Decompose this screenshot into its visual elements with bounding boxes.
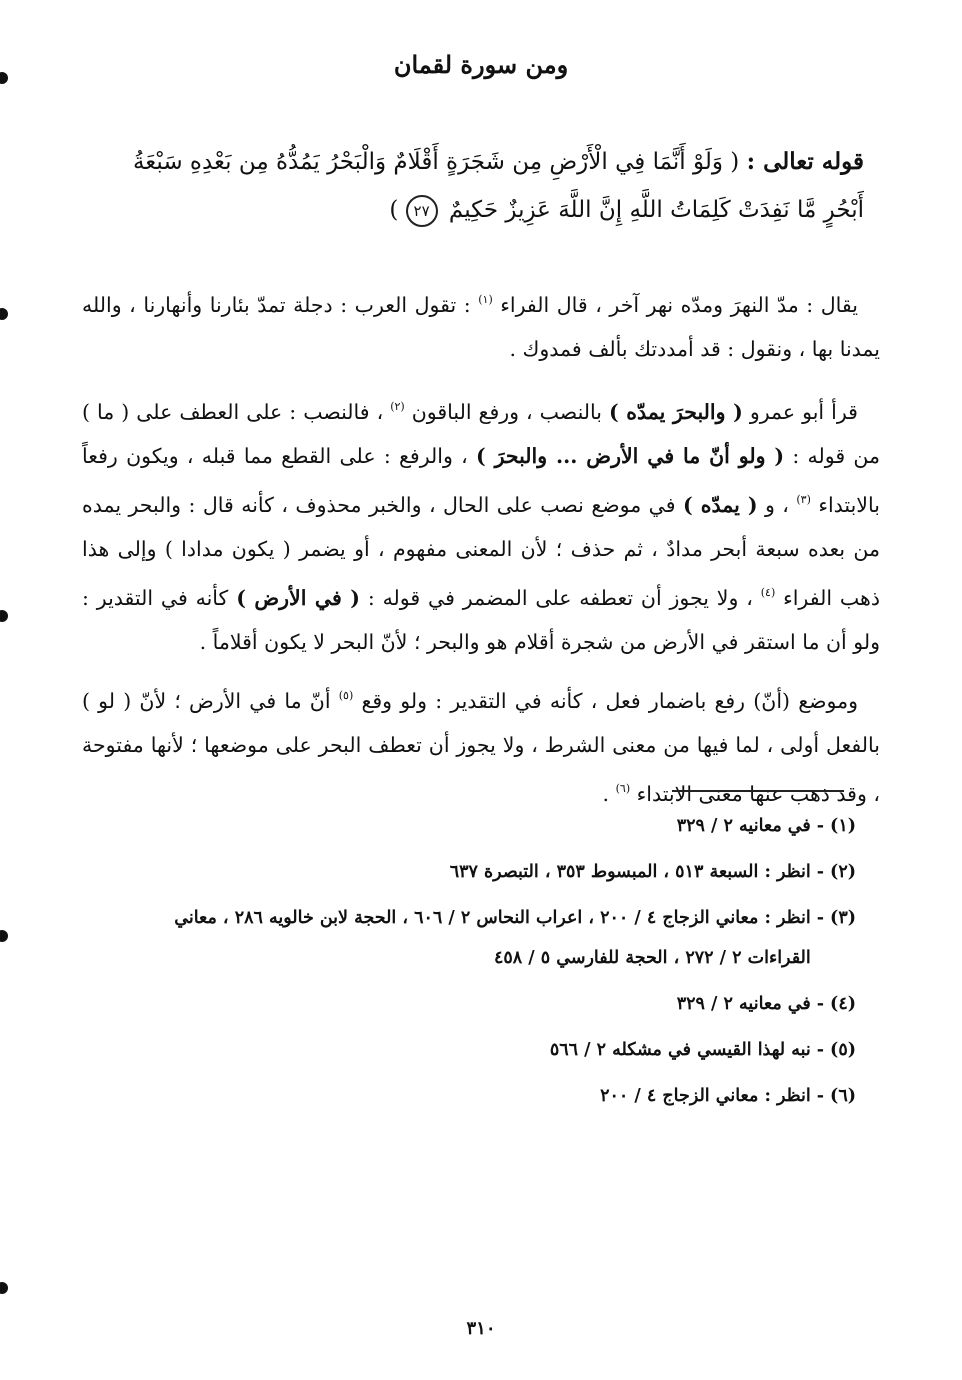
footnote-dash: -: [816, 862, 825, 882]
footnote-dash: -: [816, 908, 825, 928]
footnote-item: [108, 898, 856, 978]
footnote-ref-1: (١): [478, 293, 493, 306]
quran-verse: [104, 138, 864, 234]
verse-open-bracket: (: [730, 149, 740, 175]
paragraph-1-text-b: : تقول العرب : دجلة تمدّ بئارنا وأنهارنا ، والله يمدنا بها ، ونقول : قد أمددتك بألف فمدوك .: [82, 293, 880, 361]
paragraph-3: [82, 674, 880, 816]
footnote-ref-4: (٤): [760, 586, 776, 599]
footnote-text: انظر : معاني الزجاج ٤ / ٢٠٠: [600, 1086, 811, 1106]
binder-hole-mark: [0, 1282, 8, 1294]
footnote-text: انظر : السبعة ٥١٣ ، المبسوط ٣٥٣ ، التبصرة ٦٣٧: [449, 862, 811, 882]
paragraph-3-text-b: أنّ ما في الأرض ؛ لأنّ ( لو ) بالفعل أولى ، لما فيها من معنى الشرط ، ولا يجوز أن تعطف البحر على موضعها ؛ لأنها مفتوحة ، وقد ذهب عنها معنى الابتداء: [82, 689, 880, 806]
verse-number-marker: ٢٧: [406, 195, 438, 227]
verse-close-bracket: ): [389, 197, 399, 223]
footnote-number: (١): [830, 816, 856, 836]
paragraph-2-text-d: ، فالنصب : على العطف على ( ما ) من قوله :: [82, 400, 880, 468]
verse-intro: قوله تعالى :: [746, 148, 864, 175]
footnote-number: (٦): [830, 1086, 856, 1106]
footnote-dash: -: [816, 1086, 825, 1106]
footnote-dash: -: [816, 816, 825, 836]
paragraph-2: [82, 385, 880, 664]
quoted-reading-2: ( ولو أنّ ما في الأرض ... والبحرَ ): [475, 444, 785, 468]
binder-hole-mark: [0, 930, 8, 942]
footnote-text: في معانيه ٢ / ٣٢٩: [676, 816, 811, 836]
footnote-ref-2: (٢): [390, 400, 405, 413]
footnote-text: في معانيه ٢ / ٣٢٩: [676, 994, 811, 1014]
page-number: ٣١٠: [466, 1318, 496, 1339]
footnote-number: (٥): [830, 1040, 856, 1060]
footnotes: [108, 806, 856, 1122]
paragraph-1-text-a: يقال : مدّ النهرَ ومدّه نهر آخر ، قال الفراء: [500, 293, 858, 317]
paragraph-2-text-e: ، والرفع : على القطع مما قبله ، ويكون رفعاً بالابتداء: [82, 444, 880, 517]
footnote-number: (٣): [830, 908, 856, 928]
footnote-item: [108, 1076, 856, 1116]
paragraph-2-text-c: بالنصب ، ورفع الباقون: [411, 400, 602, 424]
footnote-dash: -: [816, 994, 825, 1014]
quoted-reading-3: ( يمدّه ): [682, 493, 758, 517]
running-header: ومن سورة لقمان: [393, 50, 569, 79]
paragraph-1: [82, 278, 880, 371]
paragraph-2-text-a: قرأ أبو عمرو: [749, 400, 858, 424]
binder-hole-mark: [0, 308, 8, 320]
footnote-ref-3: (٣): [796, 493, 811, 506]
footnote-item: [108, 1030, 856, 1070]
paragraph-2-text-g: في موضع نصب على الحال ، والخبر محذوف ، كأنه قال : والبحر يمده من بعده سبعة أبحر مدادٌ ، ثم حذف ؛ لأن المعنى مفهوم ، أو يضمر ( يكون مدادا ) وإلى هذا ذهب الفراء: [82, 493, 880, 610]
verse-text: وَلَوْ أَنَّمَا فِي الْأَرْضِ مِن شَجَرَةٍ أَقْلَامٌ وَالْبَحْرُ يَمُدُّهُ مِن بَعْدِهِ سَبْعَةُ أَبْحُرٍ مَّا نَفِدَتْ كَلِمَاتُ اللَّهِ إِنَّ اللَّهَ عَزِيزٌ حَكِيمٌ: [132, 149, 864, 223]
footnote-item: [108, 984, 856, 1024]
paragraph-2-text-i: كأنه في التقدير : ولو أن ما استقر في الأرض من شجرة أقلام هو والبحر ؛ لأنّ البحر لا يكون أقلاماً .: [82, 586, 880, 654]
paragraph-3-text-c: .: [602, 782, 610, 806]
footnote-item: [108, 806, 856, 846]
binder-hole-mark: [0, 72, 8, 84]
binder-hole-mark: [0, 610, 8, 622]
commentary-body: [82, 278, 880, 826]
quoted-reading-1: ( والبحرَ يمدّه ): [608, 400, 743, 424]
paragraph-2-text-f: ، و: [764, 493, 789, 517]
footnote-text: انظر : معاني الزجاج ٤ / ٢٠٠ ، اعراب النحاس ٢ / ٦٠٦ ، الحجة لابن خالويه ٢٨٦ ، معاني القراءات ٢ / ٢٧٢ ، الحجة للفارسي ٥ / ٤٥٨: [174, 908, 811, 968]
footnote-number: (٤): [830, 994, 856, 1014]
footnote-ref-6: (٦): [615, 782, 631, 795]
footnote-ref-5: (٥): [338, 689, 354, 702]
footnote-text: نبه لهذا القيسي في مشكله ٢ / ٥٦٦: [549, 1040, 811, 1060]
paragraph-3-text-a: وموضع (أنّ) رفع باضمار فعل ، كأنه في التقدير : ولو وقع: [361, 689, 858, 713]
quoted-reading-4: ( في الأرض ): [236, 586, 360, 610]
footnote-number: (٢): [830, 862, 856, 882]
footnote-separator: [672, 790, 844, 792]
paragraph-2-text-h: ، ولا يجوز أن تعطفه على المضمر في قوله :: [367, 586, 753, 610]
footnote-dash: -: [816, 1040, 825, 1060]
footnote-item: [108, 852, 856, 892]
